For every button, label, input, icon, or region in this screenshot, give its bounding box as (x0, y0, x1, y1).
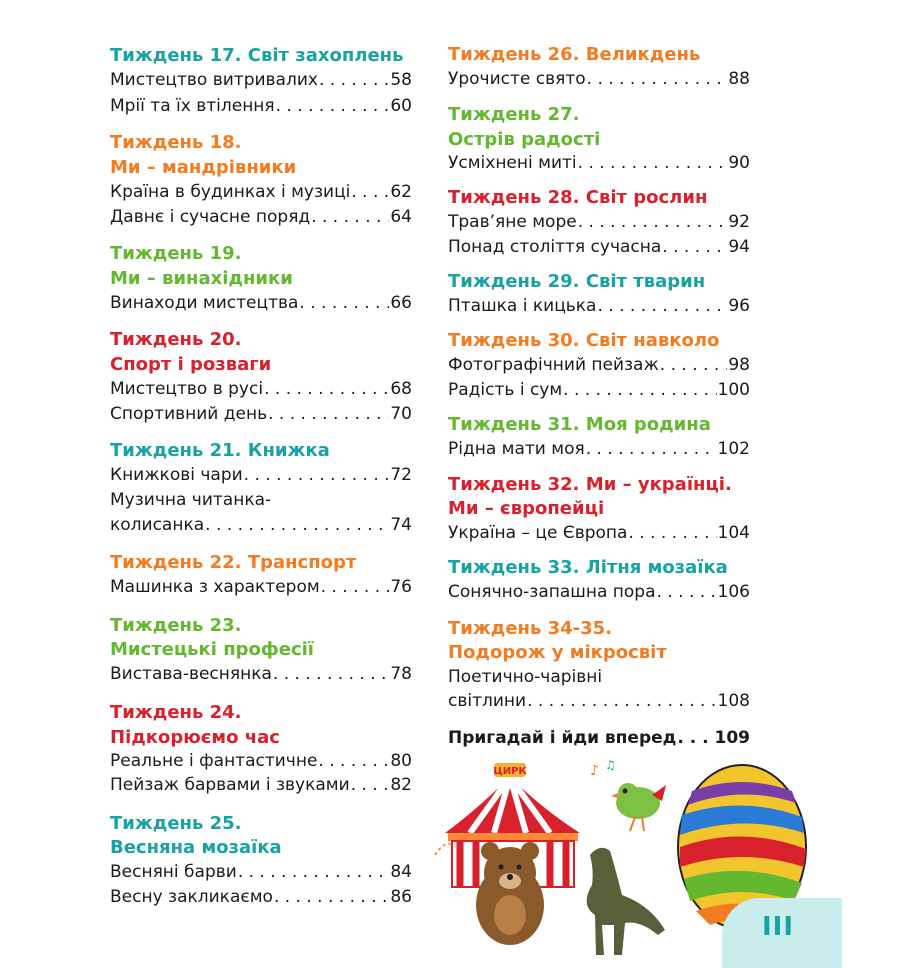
week-27-subheading: Острів радості (448, 129, 601, 150)
entry-title: Поетично-чарівні (448, 667, 603, 687)
week-28-heading: Тиждень 28. Світ рослин (448, 187, 708, 208)
toc-entry[interactable] (110, 860, 412, 884)
music-note-icon: ♪ (590, 763, 599, 779)
entry-title: Спортивний день (110, 404, 268, 424)
toc-entry[interactable] (448, 67, 750, 91)
entry-title: Країна в будинках і музиці (110, 182, 351, 202)
entry-page: 96 (728, 296, 750, 316)
toc-entry[interactable] (110, 513, 412, 537)
entry-page: 78 (390, 664, 412, 684)
entry-title: колисанка (110, 515, 205, 535)
entry-title: Усміхнені миті (448, 153, 577, 173)
toc-entry-review[interactable] (448, 726, 750, 750)
entry-title: Музична читанка- (110, 490, 272, 510)
entry-page: 92 (728, 212, 750, 232)
toc-entry[interactable] (448, 378, 750, 402)
entry-page: 94 (728, 237, 750, 257)
week-25-subheading: Весняна мозаїка (110, 837, 282, 858)
week-17-heading: Тиждень 17. Світ захоплень (110, 45, 404, 66)
entry-page: 106 (717, 582, 750, 602)
entry-title: Реальне і фантастичне (110, 751, 318, 771)
entry-title: Книжкові чари (110, 465, 243, 485)
entry-page: 72 (390, 465, 412, 485)
toc-entry[interactable] (448, 235, 750, 259)
week-18-subheading: Ми – мандрівники (110, 157, 297, 178)
toc-entry[interactable] (448, 353, 750, 377)
circus-sign: ЦИРК (493, 766, 527, 777)
entry-title: Фотографічний пейзаж (448, 355, 659, 375)
entry-title: Пригадай і йди вперед (448, 728, 677, 748)
entry-page: 82 (390, 775, 412, 795)
week-23-heading: Тиждень 23. (110, 615, 242, 636)
toc-entry[interactable] (448, 437, 750, 461)
entry-page: 80 (390, 751, 412, 771)
entry-title: Винаходи мистецтва (110, 293, 299, 313)
toc-entry[interactable] (110, 773, 412, 797)
entry-page: 100 (717, 380, 750, 400)
toc-entry[interactable] (110, 94, 412, 118)
entry-title: Весну закликаємо (110, 887, 273, 907)
toc-entry[interactable] (110, 662, 412, 686)
entry-title: Понад століття сучасна (448, 237, 662, 257)
week-22-heading: Тиждень 22. Транспорт (110, 552, 357, 573)
entry-title: Урочисте свято (448, 69, 586, 89)
entry-page: 86 (390, 887, 412, 907)
week-32-subheading: Ми – європейці (448, 498, 605, 519)
entry-title: Пейзаж барвами і звуками (110, 775, 350, 795)
entry-page: 84 (390, 862, 412, 882)
entry-page: 108 (717, 691, 750, 711)
week-33-heading: Тиждень 33. Літня мозаїка (448, 557, 728, 578)
toc-entry[interactable] (110, 205, 412, 229)
entry-title: Пташка і кицька (448, 296, 597, 316)
week-19-subheading: Ми – винахідники (110, 268, 293, 289)
entry-page: 98 (728, 355, 750, 375)
toc-entry[interactable] (448, 294, 750, 318)
page-number: III (762, 912, 795, 942)
entry-page: 109 (714, 728, 750, 748)
toc-entry[interactable] (110, 575, 412, 599)
toc-entry[interactable] (110, 749, 412, 773)
entry-page: 70 (390, 404, 412, 424)
entry-page: 74 (390, 515, 412, 535)
week-19-heading: Тиждень 19. (110, 243, 242, 264)
week-20-heading: Тиждень 20. (110, 329, 242, 350)
entry-title: світлини (448, 691, 527, 711)
music-note-icon: ♫ (605, 758, 616, 772)
entry-page: 102 (717, 439, 750, 459)
entry-page: 62 (390, 182, 412, 202)
entry-page: 64 (390, 207, 412, 227)
week-21-heading: Тиждень 21. Книжка (110, 440, 330, 461)
bear-icon (476, 842, 544, 945)
entry-title: Рідна мати моя (448, 439, 585, 459)
entry-title: Україна – це Європа (448, 523, 628, 543)
bird-icon (611, 783, 666, 831)
entry-title: Трав’яне море (448, 212, 577, 232)
week-32-heading: Тиждень 32. Ми – українці. (448, 474, 732, 495)
toc-entry[interactable] (448, 689, 750, 713)
week-20-subheading: Спорт і розваги (110, 354, 272, 375)
toc-entry[interactable] (448, 151, 750, 175)
toc-entry[interactable] (448, 580, 750, 604)
entry-title: Машинка з характером (110, 577, 320, 597)
week-30-heading: Тиждень 30. Світ навколо (448, 330, 720, 351)
toc-entry[interactable] (110, 402, 412, 426)
entry-page: 58 (390, 70, 412, 90)
toc-entry[interactable] (110, 463, 412, 487)
toc-entry[interactable] (110, 291, 412, 315)
toc-entry[interactable] (448, 210, 750, 234)
toc-entry[interactable] (448, 521, 750, 545)
entry-page: 66 (390, 293, 412, 313)
entry-page: 60 (390, 96, 412, 116)
dinosaur-icon (587, 848, 665, 955)
toc-entry[interactable] (110, 885, 412, 909)
entry-title: Мрії та їх втілення (110, 96, 275, 116)
entry-page: 88 (728, 69, 750, 89)
week-24-subheading: Підкорюємо час (110, 727, 280, 748)
week-34-35-subheading: Подорож у мікросвіт (448, 642, 667, 663)
week-29-heading: Тиждень 29. Світ тварин (448, 271, 706, 292)
toc-entry[interactable] (110, 377, 412, 401)
toc-entry[interactable] (110, 180, 412, 204)
toc-entry-line1[interactable] (110, 488, 412, 512)
week-34-35-heading: Тиждень 34-35. (448, 618, 613, 639)
toc-entry[interactable] (110, 68, 412, 92)
week-18-heading: Тиждень 18. (110, 132, 242, 153)
entry-title: Давнє і сучасне поряд (110, 207, 311, 227)
entry-title: Радість і сум (448, 380, 563, 400)
week-27-heading: Тиждень 27. (448, 104, 580, 125)
toc-entry-line1[interactable] (448, 665, 750, 689)
entry-page: 68 (390, 379, 412, 399)
week-26-heading: Тиждень 26. Великдень (448, 44, 701, 65)
entry-title: Вистава-веснянка (110, 664, 272, 684)
entry-title: Сонячно-запашна пора (448, 582, 656, 602)
entry-title: Мистецтво витривалих (110, 70, 318, 90)
entry-page: 104 (717, 523, 750, 543)
entry-page: 76 (390, 577, 412, 597)
week-25-heading: Тиждень 25. (110, 813, 242, 834)
week-31-heading: Тиждень 31. Моя родина (448, 414, 711, 435)
entry-title: Весняні барви (110, 862, 237, 882)
week-23-subheading: Мистецькі професії (110, 639, 314, 660)
entry-title: Мистецтво в русі (110, 379, 264, 399)
entry-page: 90 (728, 153, 750, 173)
week-24-heading: Тиждень 24. (110, 702, 242, 723)
